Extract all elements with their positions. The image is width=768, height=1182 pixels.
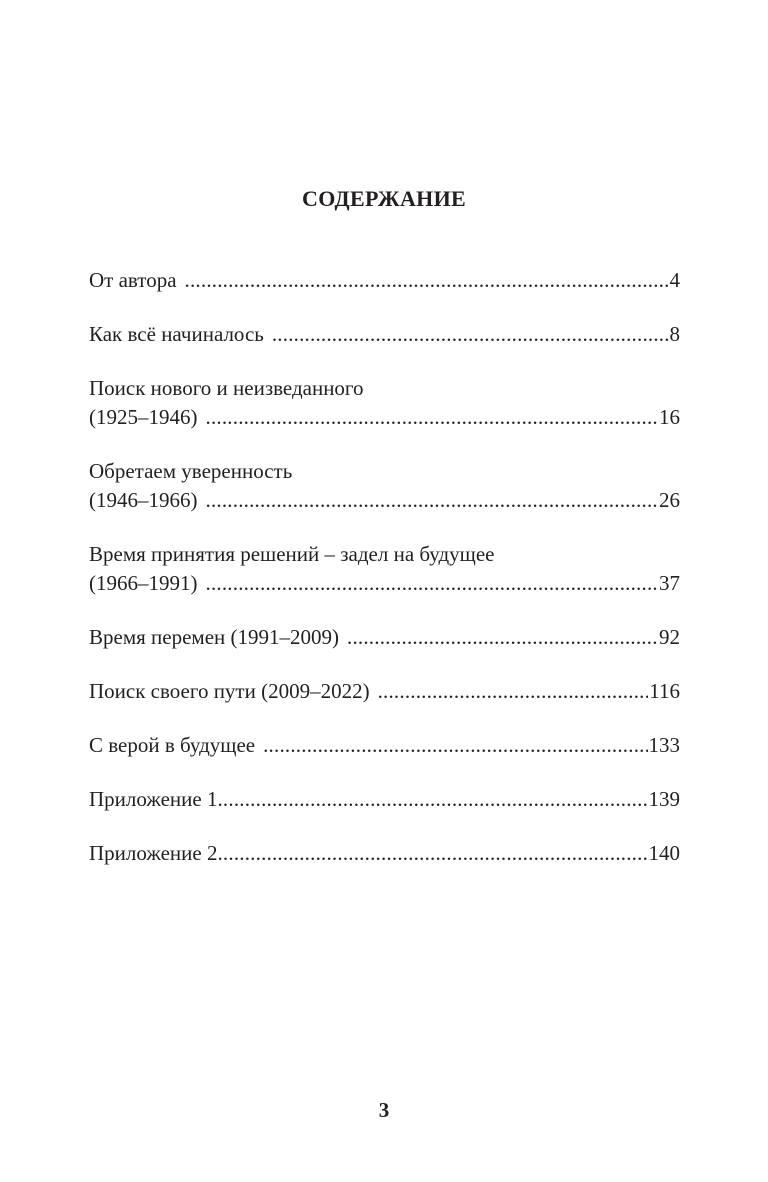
toc-line [89, 839, 680, 868]
toc-line [89, 785, 680, 814]
toc-entry-own-path [89, 677, 680, 706]
toc-entry-page: 26 [659, 488, 680, 512]
toc-entry-page: 16 [659, 405, 680, 429]
page-title: СОДЕРЖАНИЕ [302, 186, 466, 211]
toc-entry-title: От автора [89, 268, 177, 292]
toc-dot-leader [263, 731, 647, 760]
toc-entry-from-author [89, 266, 680, 295]
toc-line [89, 403, 680, 432]
toc-entry-page: 8 [669, 322, 680, 346]
toc-line [89, 266, 680, 295]
toc-entry-years: (1966–1991) [89, 571, 198, 595]
toc-entry-page: 116 [649, 679, 680, 703]
page-number: 3 [378, 1098, 390, 1122]
toc-line [89, 320, 680, 349]
toc-dot-leader [347, 623, 658, 652]
toc-entry-search-new [89, 374, 680, 432]
toc-entry-time-of-change [89, 623, 680, 652]
toc-entry-appendix-2 [89, 839, 680, 868]
toc-entry-title: С верой в будущее [89, 733, 256, 757]
toc-line [89, 569, 680, 598]
table-of-contents [89, 266, 680, 868]
toc-entry-page: 140 [648, 841, 680, 865]
toc-dot-leader [378, 677, 649, 706]
toc-line [89, 731, 680, 760]
toc-entry-decision-time [89, 540, 680, 598]
toc-entry-page: 4 [669, 268, 680, 292]
toc-entry-faith-in-future [89, 731, 680, 760]
toc-entry-title-line: Время принятия решений – задел на будущее [89, 542, 495, 566]
toc-dot-leader [206, 569, 659, 598]
toc-line [89, 677, 680, 706]
toc-entry-title: Поиск своего пути (2009–2022) [89, 679, 370, 703]
toc-entry-title: Приложение 2 [89, 841, 218, 865]
toc-entry-years: (1946–1966) [89, 488, 198, 512]
toc-line [89, 623, 680, 652]
toc-entry-title: Время перемен (1991–2009) [89, 625, 339, 649]
toc-line [89, 486, 680, 515]
toc-dot-leader [217, 839, 647, 868]
toc-entry-page: 92 [659, 625, 680, 649]
toc-entry-years: (1925–1946) [89, 405, 198, 429]
toc-entry-appendix-1 [89, 785, 680, 814]
toc-entry-page: 37 [659, 571, 680, 595]
toc-entry-gaining-confidence [89, 457, 680, 515]
toc-dot-leader [185, 266, 669, 295]
toc-entry-page: 133 [648, 733, 680, 757]
toc-entry-title-line: Поиск нового и неизведанного [89, 376, 364, 400]
toc-dot-leader [217, 785, 647, 814]
toc-entry-title: Как всё начиналось [89, 322, 264, 346]
toc-entry-how-it-began [89, 320, 680, 349]
toc-entry-title: Приложение 1 [89, 787, 218, 811]
toc-dot-leader [206, 403, 659, 432]
toc-dot-leader [206, 486, 659, 515]
toc-dot-leader [272, 320, 669, 349]
toc-entry-page: 139 [648, 787, 680, 811]
toc-entry-title-line: Обретаем уверенность [89, 459, 293, 483]
